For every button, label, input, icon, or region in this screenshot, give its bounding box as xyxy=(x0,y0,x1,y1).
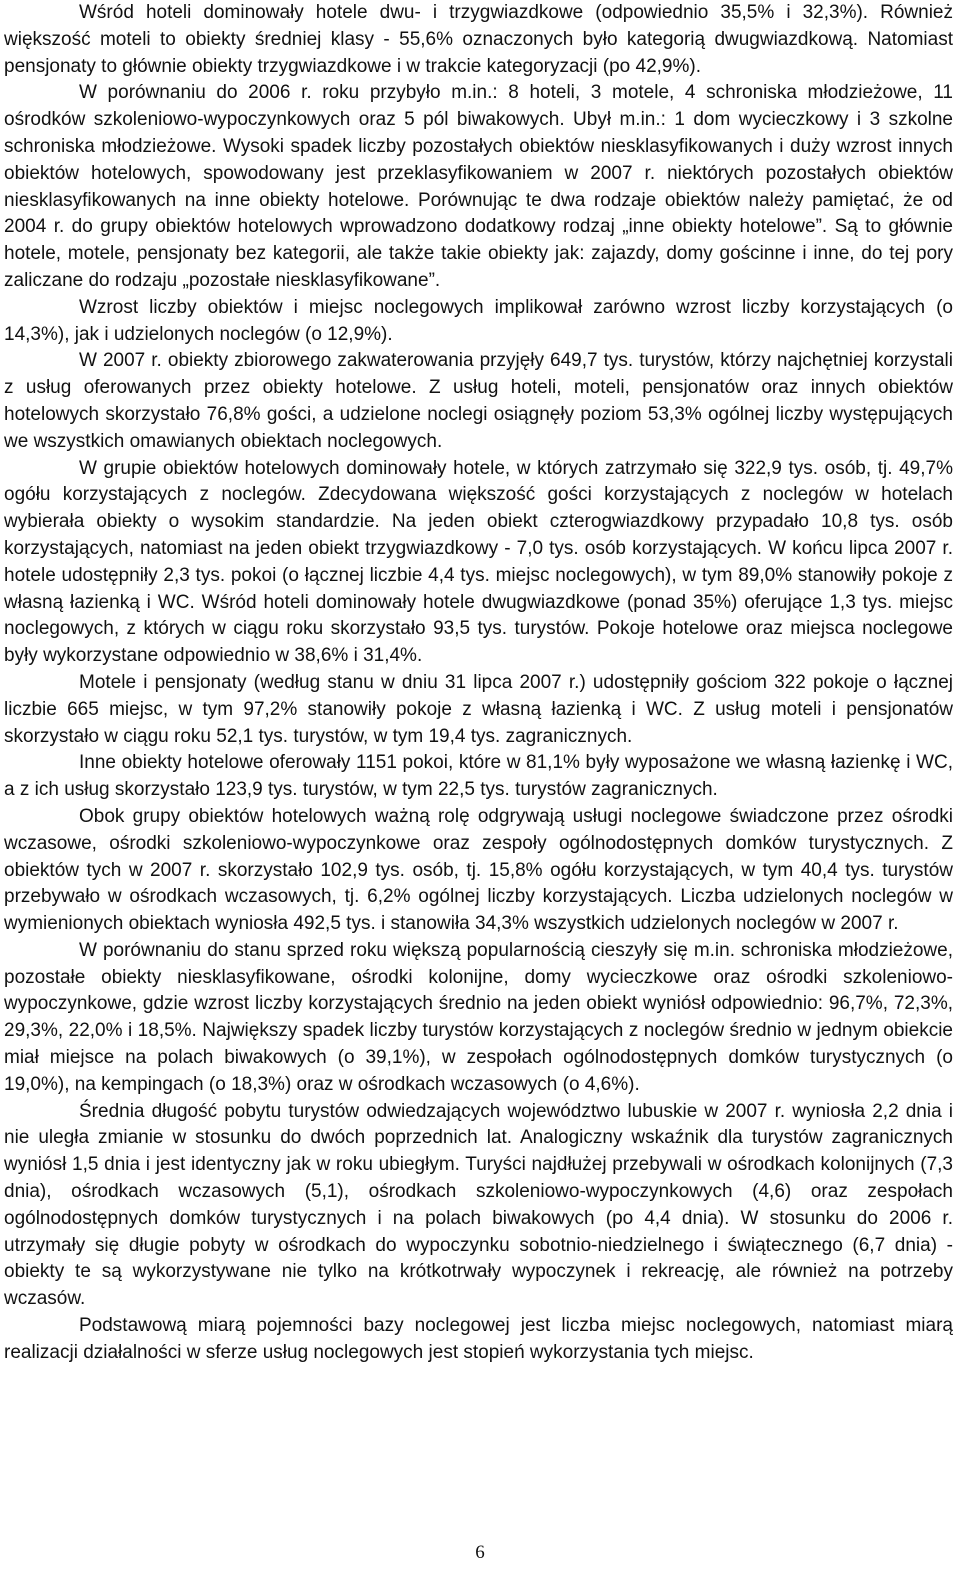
paragraph-2: W porównaniu do 2006 r. roku przybyło m.in.: 8 hoteli, 3 motele, 4 schroniska młodzieżowe, 11 ośrodków szkoleniowo-wypoczynkowych oraz 5 pól biwakowych. Ubył m.in.: 1 dom wycieczkowy i 3 szkolne schroniska młodzieżowe. Wysoki spadek liczby pozostałych obiektów niesklasyfikowanych i duży wzrost innych obiektów hotelowych, spowodowany jest przeklasyfikowaniem w 2007 r. niektórych pozostałych obiektów niesklasyfikowanych na inne obiekty hotelowe. Porównując te dwa rodzaje obiektów należy pamiętać, że od 2004 r. do grupy obiektów hotelowych wprowadzono dodatkowy rodzaj „inne obiekty hotelowe”. Są to głównie hotele, motele, pensjonaty bez kategorii, ale także takie obiekty jak: zajazdy, domy gościnne i inne, do tej pory zaliczane do rodzaju „pozostałe niesklasyfikowane”. xyxy=(4,82,953,291)
paragraph-10: Średnia długość pobytu turystów odwiedzających województwo lubuskie w 2007 r. wyniosła 2,2 dnia i nie uległa zmianie w stosunku do dwóch poprzednich lat. Analogiczny wskaźnik dla turystów zagranicznych wyniósł 1,5 dnia i jest identyczny jak w roku ubiegłym. Turyści najdłużej przebywali w ośrodkach kolonijnych (7,3 dnia), ośrodkach wczasowych (5,1), ośrodkach szkoleniowo-wypoczynkowych (4,6) oraz zespołach ogólnodostępnych domków turystycznych i na polach biwakowych (po 4,4 dnia). W stosunku do 2006 r. utrzymały się długie pobyty w ośrodkach do wypoczynku sobotnio-niedzielnego i świątecznego (6,7 dnia) - obiekty te są wykorzystywane nie tylko na krótkotrwały wypoczynek i rekreację, ale również na potrzeby wczasów. xyxy=(4,1100,953,1310)
document-body xyxy=(4,0,953,1367)
paragraph-1: Wśród hoteli dominowały hotele dwu- i trzygwiazdkowe (odpowiednio 35,5% i 32,3%). Również większość moteli to obiekty średniej klasy - 55,6% oznaczonych było kategorią dwugwiazdkową. Natomiast pensjonaty to głównie obiekty trzygwiazdkowe i w trakcie kategoryzacji (po 42,9%). xyxy=(4,2,953,77)
paragraph-11: Podstawową miarą pojemności bazy noclegowej jest liczba miejsc noclegowych, natomiast miarą realizacji działalności w sferze usług noclegowych jest stopień wykorzystania tych miejsc. xyxy=(4,1315,953,1363)
paragraph-9: W porównaniu do stanu sprzed roku większą popularnością cieszyły się m.in. schroniska młodzieżowe, pozostałe obiekty niesklasyfikowane, ośrodki kolonijne, domy wycieczkowe oraz ośrodki szkoleniowo-wypoczynkowe, gdzie wzrost liczby korzystających średnio na jeden obiekt wyniósł odpowiednio: 96,7%, 72,3%, 29,3%, 22,0% i 18,5%. Największy spadek liczby turystów korzystających z noclegów średnio w jednym obiekcie miał miejsce na polach biwakowych (o 39,1%), w zespołach ogólnodostępnych domków turystycznych (o 19,0%), na kempingach (o 18,3%) oraz w ośrodkach wczasowych (o 4,6%). xyxy=(4,939,953,1095)
paragraph-5: W grupie obiektów hotelowych dominowały hotele, w których zatrzymało się 322,9 tys. osób, tj. 49,7% ogółu korzystających z noclegów. Zdecydowana większość gości korzystających z noclegów w hotelach wybierała obiekty o wysokim standardzie. Na jeden obiekt czterogwiazdkowy przypadało 10,8 tys. osób korzystających, natomiast na jeden obiekt trzygwiazdkowy - 7,0 tys. osób korzystających. W końcu lipca 2007 r. hotele udostępniły 2,3 tys. pokoi (o łącznej liczbie 4,4 tys. miejsc noclegowych), w tym 89,0% stanowiły pokoje z własną łazienką i WC. Wśród hoteli dominowały hotele dwugwiazdkowe (ponad 35%) oferujące 1,3 tys. miejsc noclegowych, z których w ciągu roku skorzystało 93,5 tys. turystów. Pokoje hotelowe oraz miejsca noclegowe były wykorzystane odpowiednio w 38,6% i 31,4%. xyxy=(4,457,953,667)
page-number: 6 xyxy=(475,1542,485,1563)
paragraph-6: Motele i pensjonaty (według stanu w dniu 31 lipca 2007 r.) udostępniły gościom 322 pokoje o łącznej liczbie 665 miejsc, w tym 97,2% stanowiły pokoje z własną łazienką i WC. Z usług moteli i pensjonatów skorzystało w ciągu roku 52,1 tys. turystów, w tym 19,4 tys. zagranicznych. xyxy=(4,671,953,747)
paragraph-3: Wzrost liczby obiektów i miejsc noclegowych implikował zarówno wzrost liczby korzystających (o 14,3%), jak i udzielonych noclegów (o 12,9%). xyxy=(4,296,953,345)
paragraph-7: Inne obiekty hotelowe oferowały 1151 pokoi, które w 81,1% były wyposażone we własną łazienkę i WC, a z ich usług skorzystało 123,9 tys. turystów, w tym 22,5 tys. turystów zagranicznych. xyxy=(4,752,953,801)
paragraph-4: W 2007 r. obiekty zbiorowego zakwaterowania przyjęły 649,7 tys. turystów, którzy najchętniej korzystali z usług oferowanych przez obiekty hotelowe. Z usług hoteli, moteli, pensjonatów oraz innych obiektów hotelowych skorzystało 76,8% gości, a udzielone noclegi osiągnęły poziom 53,3% ogólnej liczby występujących we wszystkich omawianych obiektach noclegowych. xyxy=(4,350,953,452)
paragraph-8: Obok grupy obiektów hotelowych ważną rolę odgrywają usługi noclegowe świadczone przez ośrodki wczasowe, ośrodki szkoleniowo-wypoczynkowe oraz zespoły ogólnodostępnych domków turystycznych. Z obiektów tych w 2007 r. skorzystało 102,9 tys. osób, tj. 15,8% ogółu korzystających, w tym 40,4 tys. turystów przebywało w ośrodkach wczasowych, tj. 6,2% ogólnej liczby korzystających. Liczba udzielonych noclegów w wymienionych obiektach wyniosła 492,5 tys. i stanowiła 34,3% wszystkich udzielonych noclegów w 2007 r. xyxy=(4,805,953,935)
